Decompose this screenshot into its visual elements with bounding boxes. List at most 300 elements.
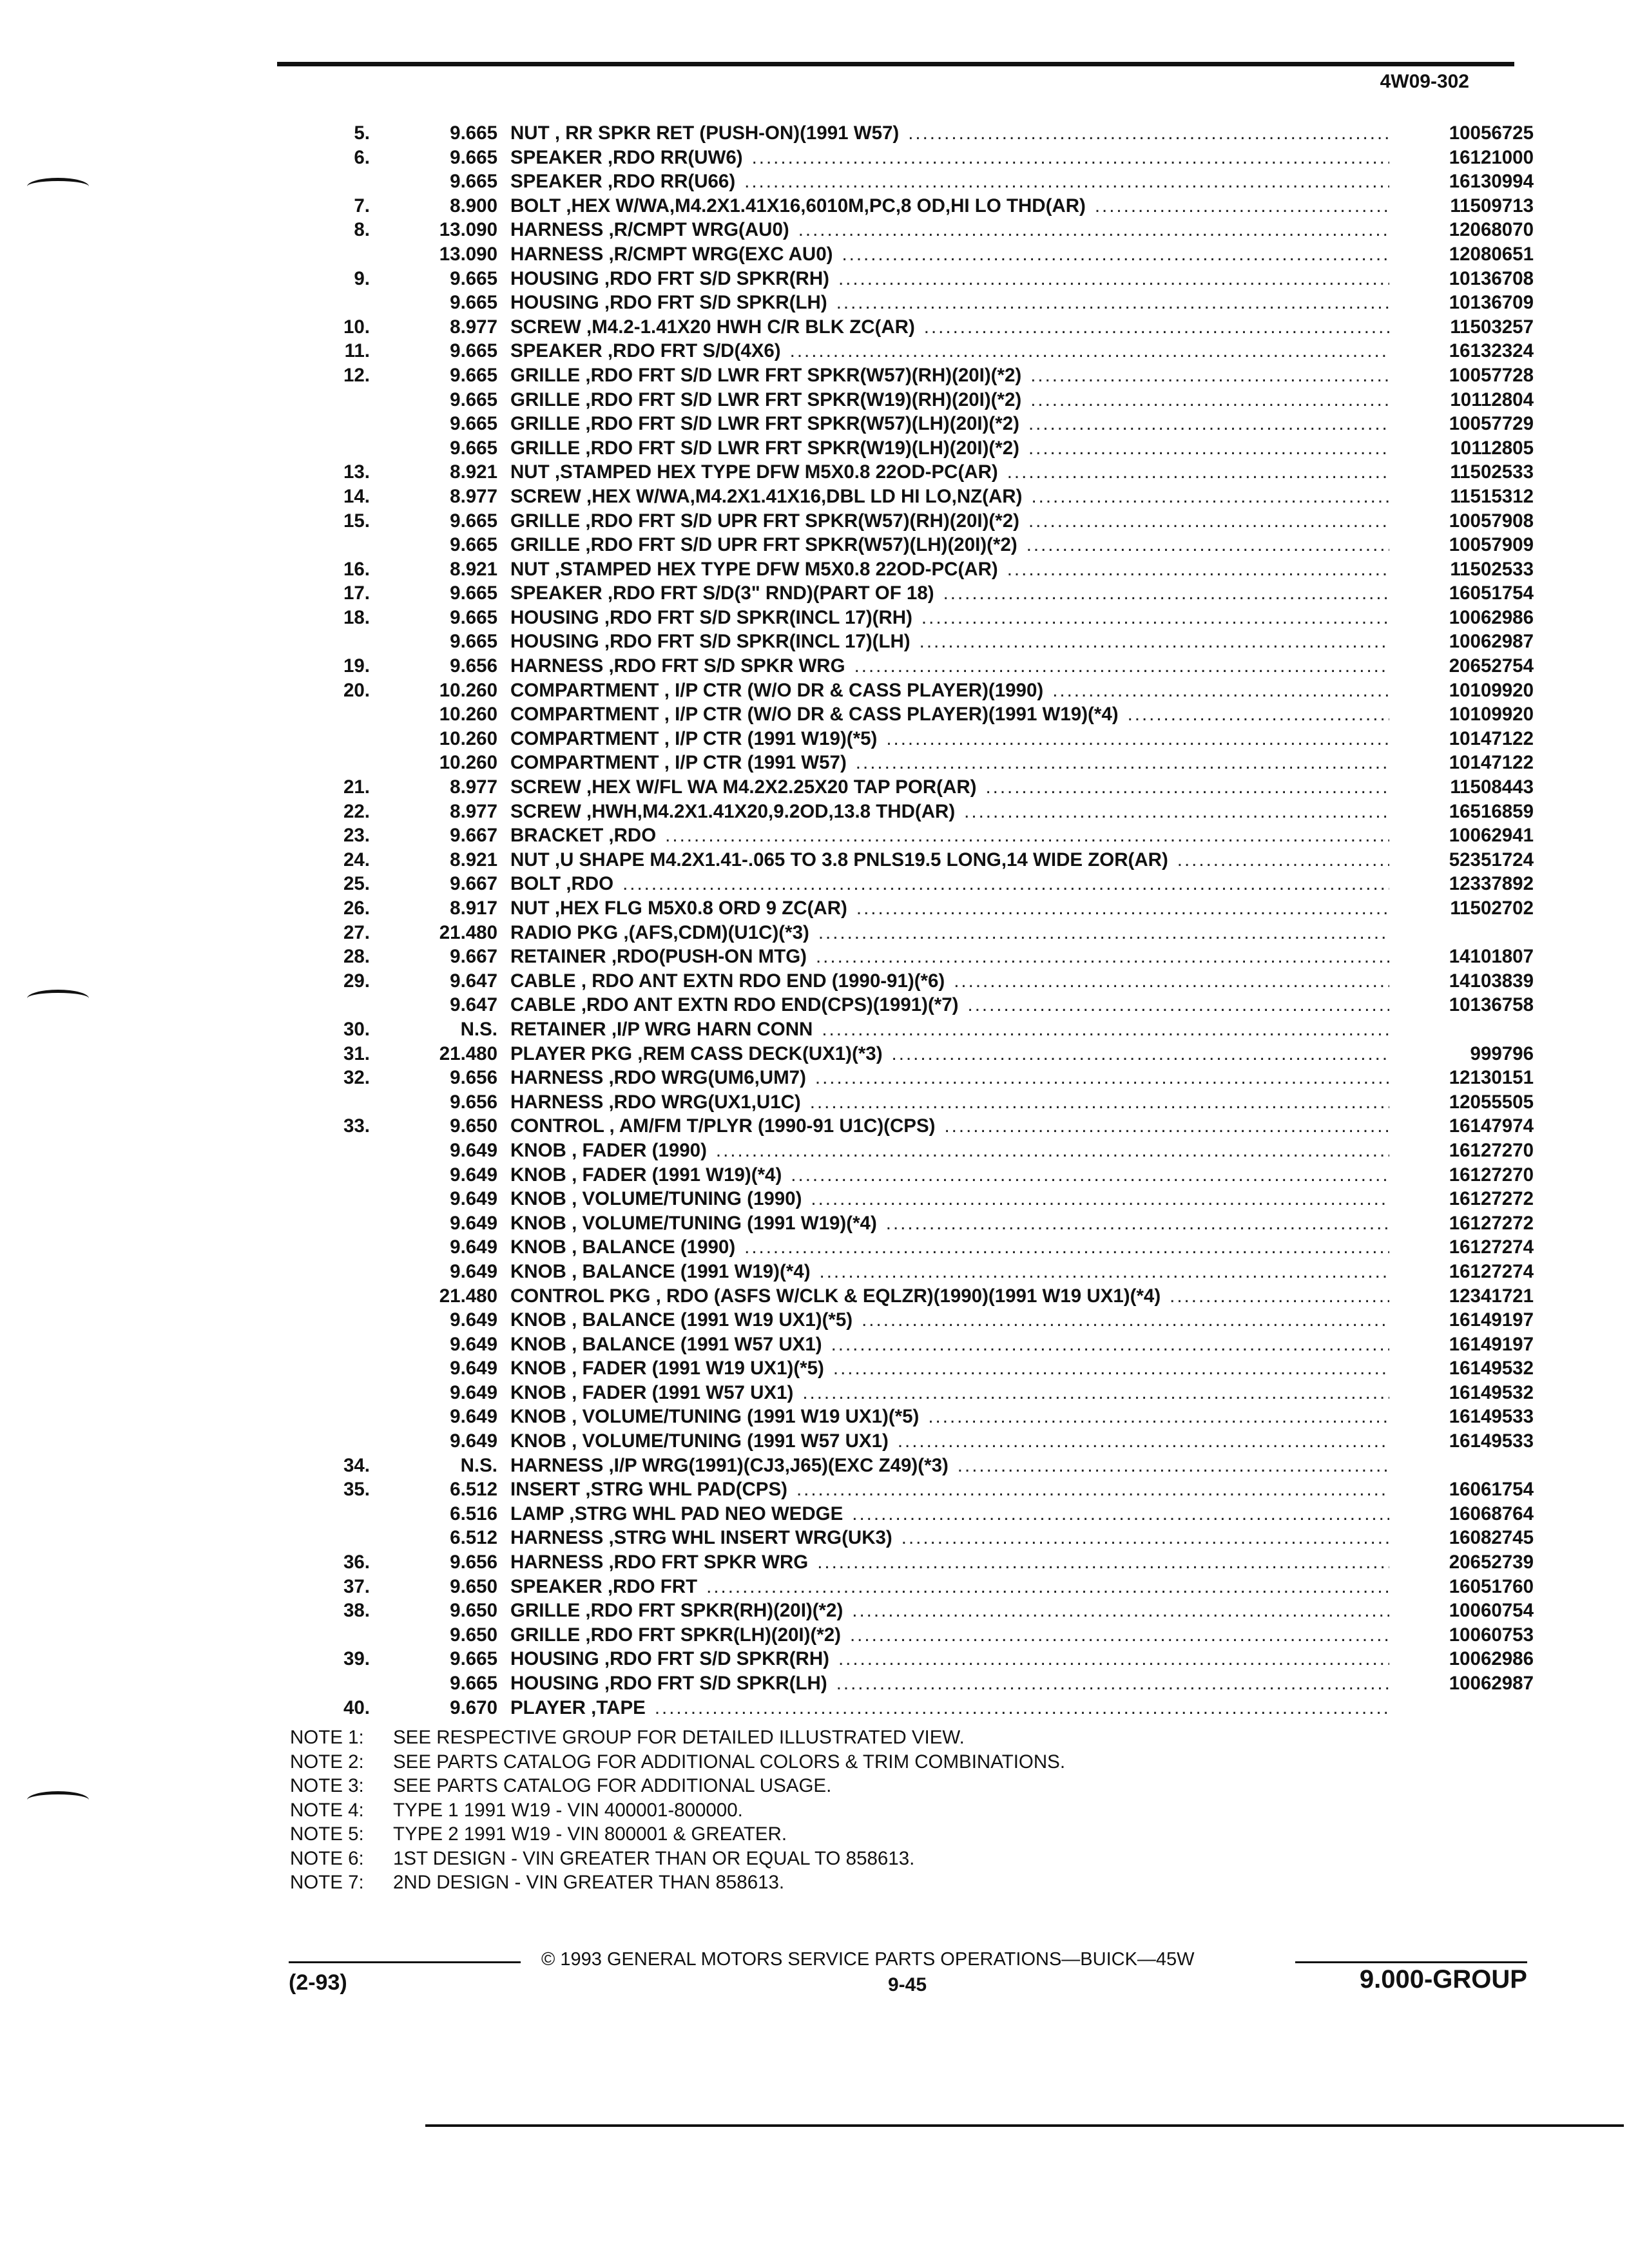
group-number: 9.647 — [450, 994, 497, 1016]
part-number: 16149533 — [1449, 1406, 1534, 1428]
group-number: N.S. — [460, 1018, 497, 1040]
part-name: KNOB — [510, 1139, 566, 1161]
group-number: 9.647 — [450, 970, 497, 992]
part-spec: , FADER (1990) — [572, 1139, 707, 1161]
part-number: 10056725 — [1449, 122, 1534, 144]
part-description — [510, 898, 1398, 919]
parts-row — [322, 1600, 1534, 1624]
part-name: COMPARTMENT — [510, 727, 659, 749]
part-description — [510, 1624, 1398, 1646]
part-description — [510, 994, 1398, 1016]
part-spec: , FADER (1991 W19)(*4) — [572, 1164, 782, 1186]
group-number: 9.650 — [450, 1600, 497, 1622]
group-number: 21.480 — [439, 1043, 497, 1064]
part-number: 10062986 — [1449, 606, 1534, 628]
part-name: HOUSING — [510, 292, 599, 314]
part-spec: ,RDO RR(U66) — [607, 171, 736, 193]
part-name: LAMP — [510, 1503, 564, 1524]
part-number: 10147122 — [1449, 727, 1534, 749]
part-description — [510, 680, 1398, 702]
reference-number: 11. — [344, 340, 370, 362]
part-spec: ,TAPE — [591, 1696, 646, 1718]
group-number: 21.480 — [439, 921, 497, 943]
part-spec: , VOLUME/TUNING (1991 W57 UX1) — [572, 1430, 889, 1452]
part-description — [510, 1430, 1398, 1452]
part-spec: ,RDO — [608, 825, 657, 847]
parts-row — [322, 486, 1534, 510]
leader-dots — [1007, 461, 1389, 483]
part-name: COMPARTMENT — [510, 704, 659, 726]
group-number: 9.650 — [450, 1115, 497, 1137]
parts-row — [322, 752, 1534, 776]
part-description — [510, 268, 1398, 290]
part-number: 12130151 — [1449, 1067, 1534, 1089]
part-name: KNOB — [510, 1309, 566, 1331]
reference-number: 18. — [343, 606, 370, 628]
reference-number: 8. — [354, 219, 370, 241]
note-label: NOTE 5: — [290, 1823, 364, 1845]
part-description — [510, 1648, 1398, 1670]
part-number: 16149532 — [1449, 1358, 1534, 1379]
part-description — [510, 607, 1398, 629]
part-name: GRILLE — [510, 1624, 581, 1646]
part-name: KNOB — [510, 1381, 566, 1403]
part-spec: ,STRG WHL PAD NEO WEDGE — [569, 1503, 843, 1524]
part-spec: ,RDO FRT — [607, 1575, 698, 1597]
reference-number: 32. — [343, 1067, 370, 1089]
part-number: 16149197 — [1449, 1309, 1534, 1331]
part-spec: ,HWH,M4.2X1.41X20,9.2OD,13.8 THD(AR) — [586, 800, 956, 822]
leader-dots — [817, 1552, 1389, 1573]
leader-dots — [706, 1576, 1389, 1598]
part-description — [510, 1697, 1398, 1719]
group-number: 9.665 — [450, 582, 497, 604]
part-description — [510, 801, 1398, 823]
binder-hole-mark — [27, 990, 89, 1007]
parts-row — [322, 268, 1534, 293]
part-description — [510, 1115, 1398, 1137]
part-name: NUT — [510, 849, 550, 870]
reference-number: 31. — [343, 1043, 370, 1064]
part-description — [510, 1188, 1398, 1210]
part-name: GRILLE — [510, 364, 581, 386]
part-description — [510, 1455, 1398, 1477]
parts-row — [322, 389, 1534, 414]
part-description — [510, 1091, 1398, 1113]
part-number: 11502533 — [1450, 558, 1534, 580]
note-text: SEE RESPECTIVE GROUP FOR DETAILED ILLUSTRATED VIEW. — [393, 1727, 965, 1748]
leader-dots — [838, 268, 1389, 290]
part-description — [510, 655, 1398, 677]
leader-dots — [854, 655, 1389, 677]
leader-dots — [1128, 704, 1389, 726]
parts-row — [322, 1334, 1534, 1358]
part-description — [510, 510, 1398, 532]
part-number: 16516859 — [1449, 800, 1534, 822]
group-number: 9.665 — [450, 171, 497, 193]
part-spec: , VOLUME/TUNING (1991 W19 UX1)(*5) — [572, 1406, 920, 1428]
part-name: NUT — [510, 898, 550, 919]
part-description — [510, 1673, 1398, 1695]
reference-number: 5. — [354, 122, 370, 144]
part-name: SPEAKER — [510, 340, 602, 362]
group-number: 9.649 — [450, 1212, 497, 1234]
note-line — [290, 1823, 1065, 1848]
reference-number: 15. — [343, 510, 370, 532]
leader-dots — [886, 1213, 1389, 1235]
leader-dots — [944, 1115, 1389, 1137]
part-spec: ,RDO FRT S/D SPKR(INCL 17)(RH) — [604, 606, 912, 628]
part-description — [510, 1236, 1398, 1258]
leader-dots — [791, 1164, 1389, 1186]
part-spec: ,M4.2-1.41X20 HWH C/R BLK ZC(AR) — [586, 316, 915, 338]
part-name: SCREW — [510, 776, 581, 798]
parts-row — [322, 413, 1534, 437]
part-description — [510, 1309, 1398, 1331]
reference-number: 7. — [354, 195, 370, 216]
leader-dots — [842, 244, 1389, 265]
part-number: 12337892 — [1449, 873, 1534, 895]
group-number: 10.260 — [439, 704, 497, 726]
part-number: 20652754 — [1449, 655, 1534, 677]
part-description — [510, 970, 1398, 992]
parts-row — [322, 898, 1534, 922]
group-number: 9.649 — [450, 1188, 497, 1210]
reference-number: 20. — [343, 679, 370, 701]
part-number: 16149532 — [1449, 1381, 1534, 1403]
reference-number: 24. — [343, 849, 370, 870]
note-text: TYPE 2 1991 W19 - VIN 800001 & GREATER. — [393, 1823, 787, 1845]
part-name: KNOB — [510, 1212, 566, 1234]
part-name: NUT — [510, 461, 550, 483]
part-number: 16127274 — [1449, 1260, 1534, 1282]
part-spec: ,(AFS,CDM)(U1C)(*3) — [623, 921, 809, 943]
parts-row — [322, 559, 1534, 583]
parts-row — [322, 147, 1534, 171]
parts-row — [322, 461, 1534, 486]
part-spec: , BALANCE (1990) — [572, 1236, 736, 1258]
parts-row — [322, 365, 1534, 389]
part-description — [510, 1164, 1398, 1186]
reference-number: 29. — [343, 970, 370, 992]
leader-dots — [833, 1358, 1389, 1379]
parts-row — [322, 1503, 1534, 1528]
page-number: 9-45 — [888, 1974, 927, 1995]
leader-dots — [908, 122, 1389, 144]
reference-number: 17. — [343, 582, 370, 604]
parts-row — [322, 946, 1534, 970]
part-number: 10057908 — [1449, 510, 1534, 532]
part-description — [510, 946, 1398, 968]
parts-list — [322, 122, 1534, 1721]
group-number: 9.649 — [450, 1260, 497, 1282]
note-line — [290, 1872, 1065, 1896]
group-number: 9.656 — [450, 1067, 497, 1089]
part-spec: , BALANCE (1991 W57 UX1) — [572, 1333, 822, 1355]
group-number: 9.649 — [450, 1333, 497, 1355]
leader-dots — [921, 607, 1389, 629]
parts-row — [322, 1188, 1534, 1213]
part-name: BOLT — [510, 873, 561, 895]
part-number: 16127270 — [1449, 1139, 1534, 1161]
part-number: 16051760 — [1449, 1575, 1534, 1597]
part-number: 16127274 — [1449, 1236, 1534, 1258]
group-number: 9.656 — [450, 655, 497, 677]
group-number: 10.260 — [439, 727, 497, 749]
leader-dots — [892, 1043, 1389, 1065]
part-spec: ,I/P WRG HARN CONN — [611, 1018, 813, 1040]
reference-number: 27. — [343, 921, 370, 943]
part-spec: ,RDO FRT SPKR(LH)(20I)(*2) — [585, 1624, 841, 1646]
parts-row — [322, 1213, 1534, 1237]
part-spec: ,REM CASS DECK(UX1)(*3) — [637, 1043, 883, 1064]
parts-row — [322, 1309, 1534, 1334]
leader-dots — [811, 1188, 1389, 1210]
part-number: 16132324 — [1449, 340, 1534, 362]
part-spec: ,RDO — [566, 873, 614, 895]
group-number: 8.977 — [450, 485, 497, 507]
part-number: 11502702 — [1450, 898, 1534, 919]
parts-row — [322, 776, 1534, 801]
part-description — [510, 825, 1398, 847]
part-description — [510, 389, 1398, 411]
part-description — [510, 486, 1398, 508]
note-text: SEE PARTS CATALOG FOR ADDITIONAL COLORS & TRIM COMBINATIONS. — [393, 1751, 1066, 1773]
parts-row — [322, 801, 1534, 825]
part-number: 10109920 — [1449, 679, 1534, 701]
parts-row — [322, 1527, 1534, 1552]
leader-dots — [802, 1382, 1389, 1404]
reference-number: 34. — [343, 1454, 370, 1476]
leader-dots — [818, 922, 1389, 944]
part-spec: ,RDO FRT S/D LWR FRT SPKR(W19)(LH)(20I)(*2) — [585, 437, 1019, 459]
note-label: NOTE 2: — [290, 1751, 364, 1773]
part-spec: ,HEX W/WA,M4.2X1.41X16,DBL LD HI LO,NZ(AR) — [586, 485, 1023, 507]
part-name: KNOB — [510, 1236, 566, 1258]
group-number: 9.665 — [450, 534, 497, 556]
parts-row — [322, 631, 1534, 655]
part-number: 52351724 — [1449, 849, 1534, 870]
part-number: 14101807 — [1449, 946, 1534, 968]
leader-dots — [836, 292, 1389, 314]
part-description — [510, 1503, 1398, 1525]
parts-row — [322, 704, 1534, 728]
leader-dots — [1095, 195, 1389, 217]
parts-row — [322, 1043, 1534, 1068]
part-description — [510, 582, 1398, 604]
part-spec: , I/P CTR (W/O DR & CASS PLAYER)(1991 W19)(*4) — [664, 704, 1119, 726]
parts-row — [322, 292, 1534, 316]
part-description — [510, 1358, 1398, 1379]
part-number: 10109920 — [1449, 704, 1534, 726]
part-number: 16127272 — [1449, 1212, 1534, 1234]
part-spec: ,STAMPED HEX TYPE DFW M5X0.8 22OD-PC(AR) — [554, 461, 998, 483]
part-spec: ,RDO FRT SPKR(RH)(20I)(*2) — [585, 1600, 843, 1622]
part-number: 10136708 — [1449, 267, 1534, 289]
parts-row — [322, 1552, 1534, 1576]
part-name: RETAINER — [510, 946, 606, 968]
part-name: GRILLE — [510, 1600, 581, 1622]
leader-dots — [820, 1261, 1389, 1283]
part-spec: ,RDO FRT S/D LWR FRT SPKR(W57)(RH)(20I)(*2) — [585, 364, 1022, 386]
reference-number: 38. — [343, 1600, 370, 1622]
leader-dots — [790, 340, 1389, 362]
parts-row — [322, 340, 1534, 365]
group-number: 8.917 — [450, 898, 497, 919]
group-number: 9.649 — [450, 1164, 497, 1186]
parts-row — [322, 825, 1534, 849]
part-spec: ,R/CMPT WRG(EXC AU0) — [608, 243, 833, 265]
leader-dots — [831, 1334, 1389, 1356]
group-number: 13.090 — [439, 243, 497, 265]
part-name: CABLE — [510, 994, 576, 1016]
parts-row — [322, 1358, 1534, 1382]
group-number: 9.665 — [450, 146, 497, 168]
group-number: 6.512 — [450, 1479, 497, 1501]
reference-number: 26. — [343, 898, 370, 919]
part-number: 12341721 — [1449, 1285, 1534, 1307]
parts-row — [322, 437, 1534, 462]
part-name: SPEAKER — [510, 582, 602, 604]
part-number: 20652739 — [1449, 1552, 1534, 1573]
part-number: 10136709 — [1449, 292, 1534, 314]
part-number: 11502533 — [1450, 461, 1534, 483]
part-number: 14103839 — [1449, 970, 1534, 992]
binder-hole-mark — [27, 1791, 89, 1809]
part-number: 10062987 — [1449, 631, 1534, 653]
part-name: CONTROL — [510, 1115, 604, 1137]
part-number: 16149197 — [1449, 1333, 1534, 1355]
parts-row — [322, 1479, 1534, 1503]
part-name: KNOB — [510, 1260, 566, 1282]
leader-dots — [958, 1455, 1389, 1477]
leader-dots — [886, 728, 1389, 750]
part-description — [510, 244, 1398, 265]
group-number: 9.649 — [450, 1309, 497, 1331]
group-number: N.S. — [460, 1454, 497, 1476]
note-label: NOTE 4: — [290, 1799, 364, 1821]
group-number: 9.667 — [450, 946, 497, 968]
leader-dots — [1052, 680, 1389, 702]
group-number: 9.650 — [450, 1575, 497, 1597]
parts-row — [322, 510, 1534, 535]
reference-number: 12. — [343, 364, 370, 386]
group-number: 9.670 — [450, 1696, 497, 1718]
part-description — [510, 365, 1398, 387]
part-description — [510, 1406, 1398, 1428]
part-name: SPEAKER — [510, 1575, 602, 1597]
part-spec: ,HEX W/WA,M4.2X1.41X16,6010M,PC,8 OD,HI LO THD(AR) — [566, 195, 1086, 216]
part-number: 10136758 — [1449, 994, 1534, 1016]
reference-number: 14. — [343, 485, 370, 507]
leader-dots — [1031, 486, 1389, 508]
reference-number: 9. — [354, 267, 370, 289]
part-number: 10060753 — [1449, 1624, 1534, 1646]
part-number: 10060754 — [1449, 1600, 1534, 1622]
part-description — [510, 1140, 1398, 1162]
binder-hole-mark — [27, 178, 89, 195]
part-description — [510, 704, 1398, 726]
reference-number: 19. — [343, 655, 370, 677]
part-name: HARNESS — [510, 655, 604, 677]
leader-dots — [838, 1648, 1389, 1670]
part-name: HARNESS — [510, 1091, 604, 1113]
part-spec: ,RDO FRT S/D SPKR(RH) — [604, 267, 829, 289]
footer-left-rule — [289, 1961, 521, 1963]
part-number: 16149533 — [1449, 1430, 1534, 1452]
part-number: 16121000 — [1449, 146, 1534, 168]
part-spec: ,RDO FRT S/D SPKR(LH) — [604, 292, 827, 314]
parts-row — [322, 1430, 1534, 1455]
part-number: 10062986 — [1449, 1648, 1534, 1670]
reference-number: 30. — [343, 1018, 370, 1040]
parts-row — [322, 582, 1534, 607]
reference-number: 21. — [343, 776, 370, 798]
parts-row — [322, 534, 1534, 559]
part-number: 12068070 — [1449, 219, 1534, 241]
parts-row — [322, 1673, 1534, 1697]
group-number: 8.977 — [450, 776, 497, 798]
note-label: NOTE 7: — [290, 1872, 364, 1893]
leader-dots — [901, 1527, 1389, 1549]
part-name: HARNESS — [510, 219, 604, 241]
parts-row — [322, 1285, 1534, 1310]
part-name: HOUSING — [510, 606, 599, 628]
part-spec: , I/P CTR (W/O DR & CASS PLAYER)(1990) — [664, 679, 1044, 701]
part-description — [510, 559, 1398, 581]
leader-dots — [964, 801, 1389, 823]
part-number: 10112804 — [1450, 389, 1534, 410]
part-name: PLAYER — [510, 1696, 586, 1718]
part-name: GRILLE — [510, 413, 581, 435]
parts-row — [322, 122, 1534, 147]
part-name: BOLT — [510, 195, 561, 216]
part-description — [510, 461, 1398, 483]
note-text: SEE PARTS CATALOG FOR ADDITIONAL USAGE. — [393, 1775, 832, 1796]
reference-number: 28. — [343, 946, 370, 968]
part-name: HOUSING — [510, 267, 599, 289]
part-description — [510, 171, 1398, 193]
part-name: SCREW — [510, 800, 581, 822]
part-spec: ,RDO RR(UW6) — [607, 146, 743, 168]
leader-dots — [744, 171, 1389, 193]
part-spec: ,RDO FRT SPKR WRG — [608, 1552, 809, 1573]
part-spec: ,HEX W/FL WA M4.2X2.25X20 TAP POR(AR) — [586, 776, 977, 798]
part-spec: ,RDO FRT S/D UPR FRT SPKR(W57)(LH)(20I)(*2) — [585, 534, 1017, 556]
group-number: 13.090 — [439, 219, 497, 241]
top-rule — [277, 62, 1514, 66]
part-name: BRACKET — [510, 825, 604, 847]
group-number: 9.665 — [450, 606, 497, 628]
group-number: 8.921 — [450, 461, 497, 483]
leader-dots — [898, 1430, 1389, 1452]
part-number: 16061754 — [1449, 1479, 1534, 1501]
parts-row — [322, 171, 1534, 195]
reference-number: 22. — [343, 800, 370, 822]
part-name: HARNESS — [510, 1067, 604, 1089]
part-description — [510, 1285, 1398, 1307]
parts-row — [322, 728, 1534, 753]
leader-dots — [752, 147, 1389, 169]
leader-dots — [1030, 389, 1389, 411]
bottom-rule — [425, 2124, 1624, 2127]
part-name: PLAYER PKG — [510, 1043, 633, 1064]
part-spec: ,STRG WHL INSERT WRG(UK3) — [608, 1527, 892, 1549]
reference-number: 35. — [343, 1479, 370, 1501]
leader-dots — [852, 1503, 1389, 1525]
leader-dots — [856, 752, 1389, 774]
part-number: 11503257 — [1450, 316, 1534, 338]
